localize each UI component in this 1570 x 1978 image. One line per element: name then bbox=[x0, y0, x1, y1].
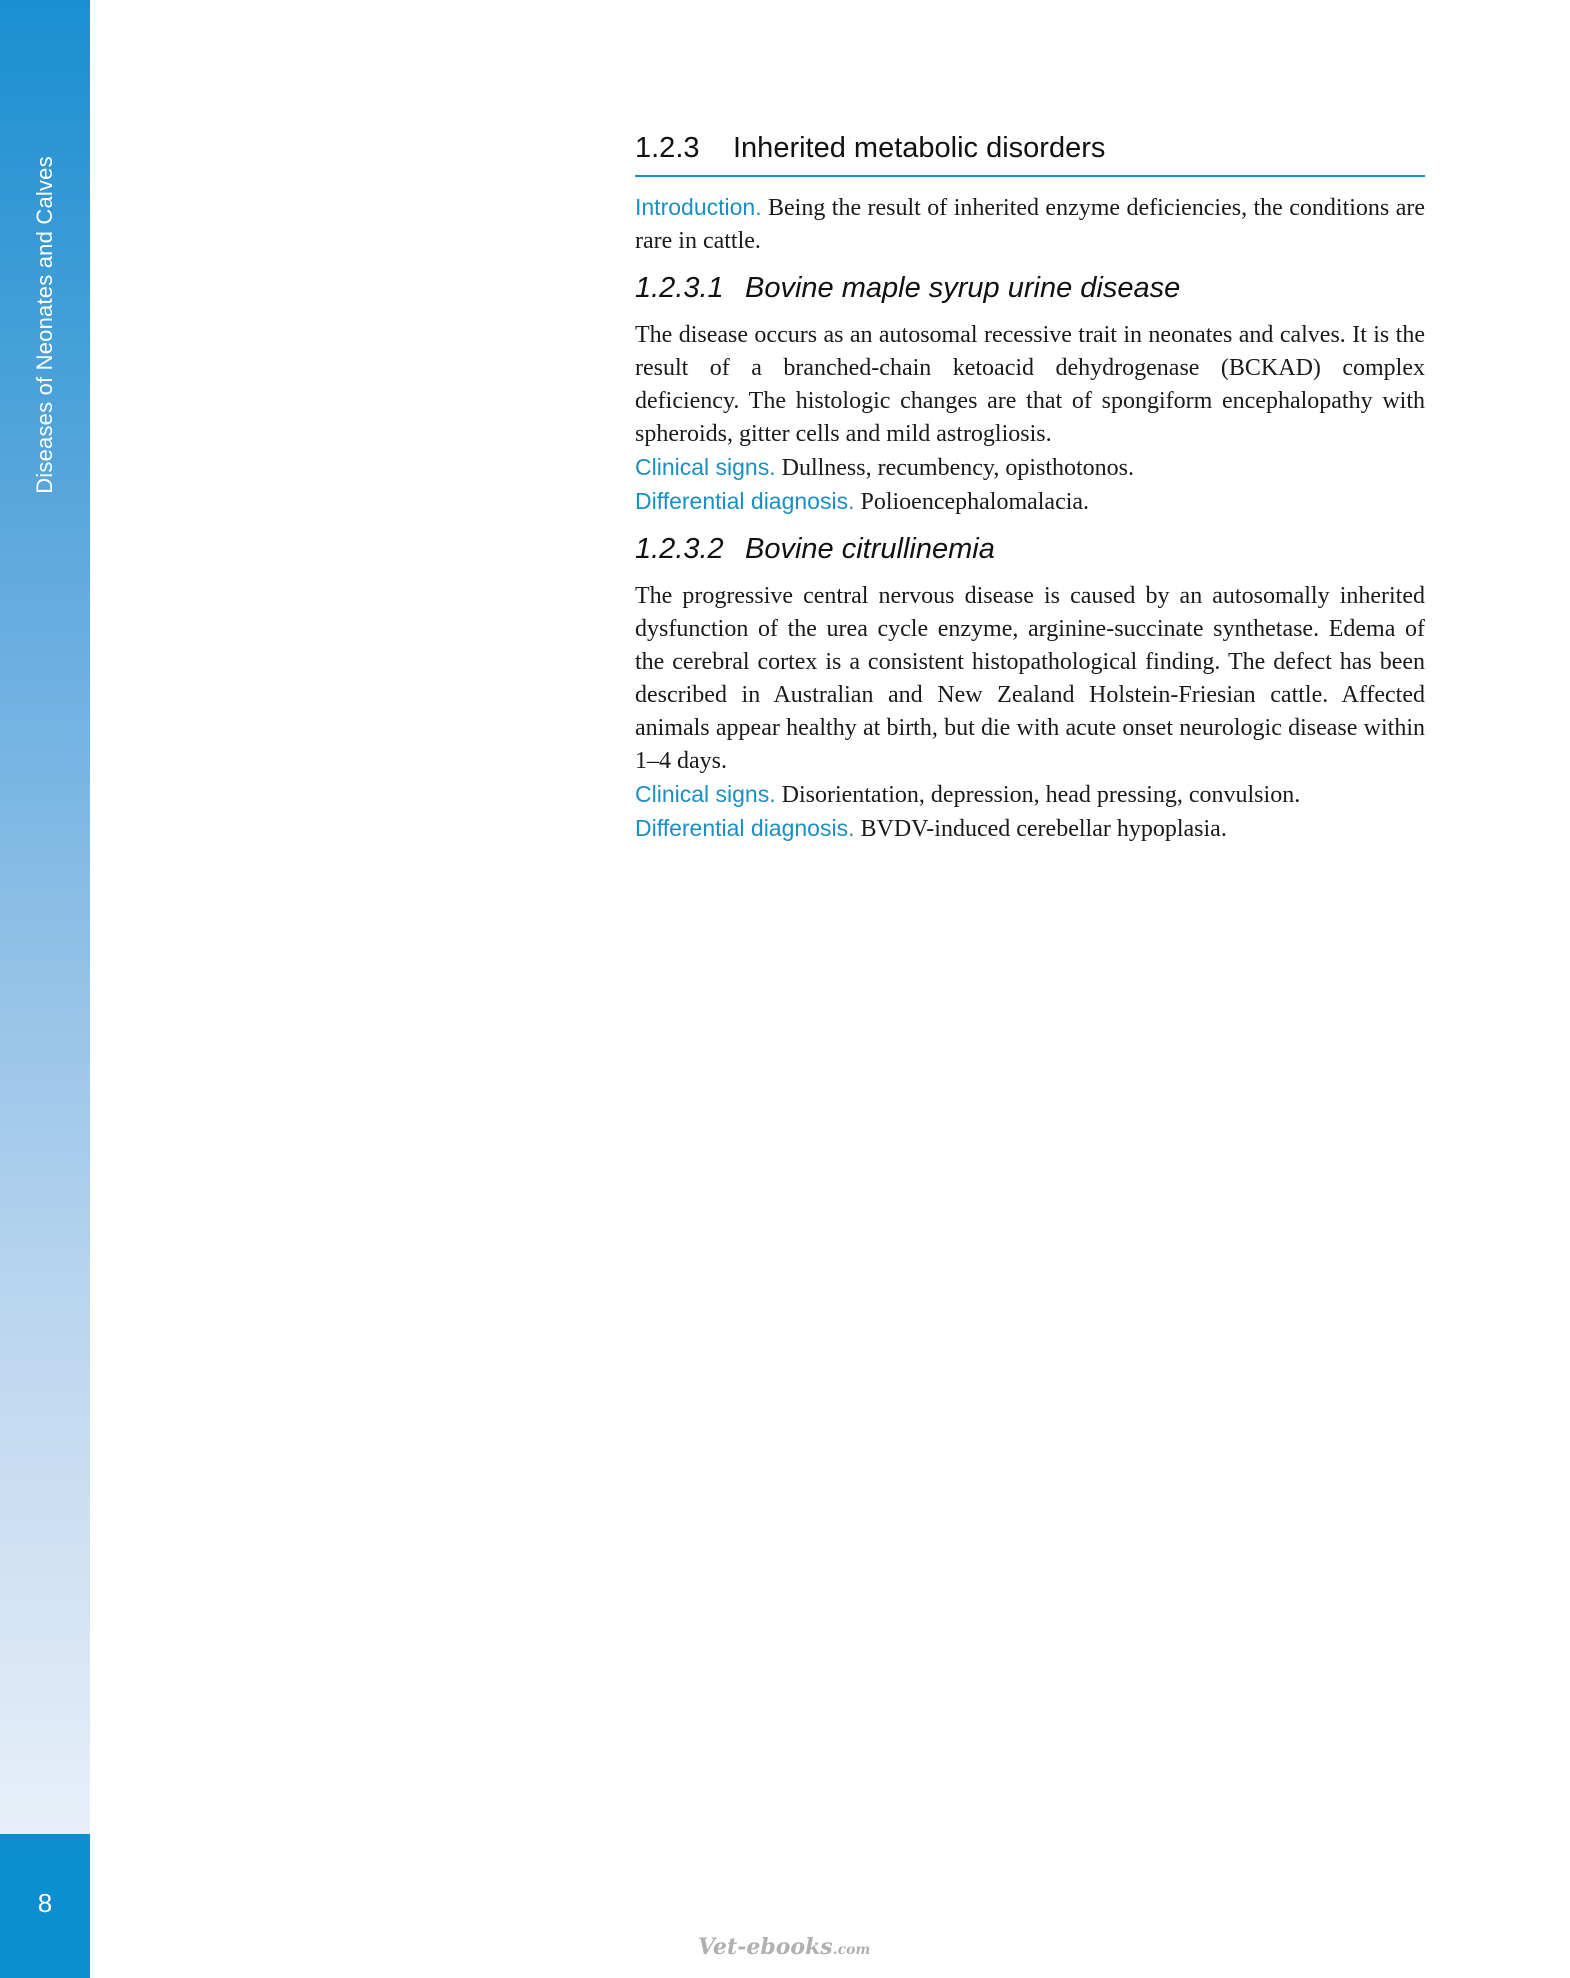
differential-diagnosis-text: Polioencephalomalacia. bbox=[854, 489, 1090, 515]
subsection-title: Bovine maple syrup urine disease bbox=[745, 272, 1181, 304]
subsection-body: The disease occurs as an autosomal recessive trait in neonates and calves. It is the result of a branched-chain ketoacid dehydrogenase (BCKAD) complex deficiency. The histologic changes are that of spongiform encephalopathy with spheroids, gitter cells and mild astrogliosis. bbox=[635, 322, 1425, 447]
differential-diagnosis-paragraph bbox=[635, 812, 1425, 846]
subsection-number: 1.2.3.1 bbox=[635, 272, 724, 304]
page-number: 8 bbox=[37, 1888, 53, 1918]
watermark-text: Vet-ebooks bbox=[698, 1934, 833, 1960]
main-content bbox=[635, 132, 1425, 846]
clinical-signs-text: Dullness, recumbency, opisthotonos. bbox=[775, 455, 1135, 481]
subsection-body: The progressive central nervous disease is caused by an autosomally inherited dysfunction of the urea cycle enzyme, arginine-succinate synthetase. Edema of the cerebral cortex is a consistent histopathological finding. The defect has been described in Australian and New Zealand Holstein-Friesian cattle. Affected animals appear healthy at birth, but die with acute onset neurologic disease within 1–4 days. bbox=[635, 583, 1425, 774]
subsection-number: 1.2.3.2 bbox=[635, 533, 724, 565]
differential-diagnosis-paragraph bbox=[635, 485, 1425, 519]
intro-lead: Introduction. bbox=[635, 194, 762, 220]
clinical-signs-lead: Clinical signs. bbox=[635, 781, 776, 807]
watermark-domain: .com bbox=[832, 1942, 871, 1958]
watermark-logo bbox=[698, 1934, 870, 1960]
clinical-signs-paragraph bbox=[635, 451, 1425, 485]
intro-paragraph bbox=[635, 191, 1425, 258]
clinical-signs-lead: Clinical signs. bbox=[635, 454, 776, 480]
differential-diagnosis-text: BVDV-induced cerebellar hypoplasia. bbox=[854, 816, 1227, 842]
subsection-heading bbox=[635, 272, 1425, 305]
running-head: Diseases of Neonates and Calves bbox=[32, 156, 57, 494]
subsection-title: Bovine citrullinemia bbox=[745, 533, 995, 565]
clinical-signs-paragraph bbox=[635, 778, 1425, 812]
subsection-heading bbox=[635, 533, 1425, 566]
intro-text: Being the result of inherited enzyme deficiencies, the conditions are rare in cattle. bbox=[635, 195, 1425, 254]
differential-diagnosis-lead: Differential diagnosis. bbox=[635, 815, 855, 841]
differential-diagnosis-lead: Differential diagnosis. bbox=[635, 488, 855, 514]
section-number: 1.2.3 bbox=[635, 132, 700, 164]
clinical-signs-text: Disorientation, depression, head pressing, convulsion. bbox=[775, 782, 1301, 808]
section-heading bbox=[635, 132, 1425, 177]
section-title: Inherited metabolic disorders bbox=[733, 132, 1106, 164]
